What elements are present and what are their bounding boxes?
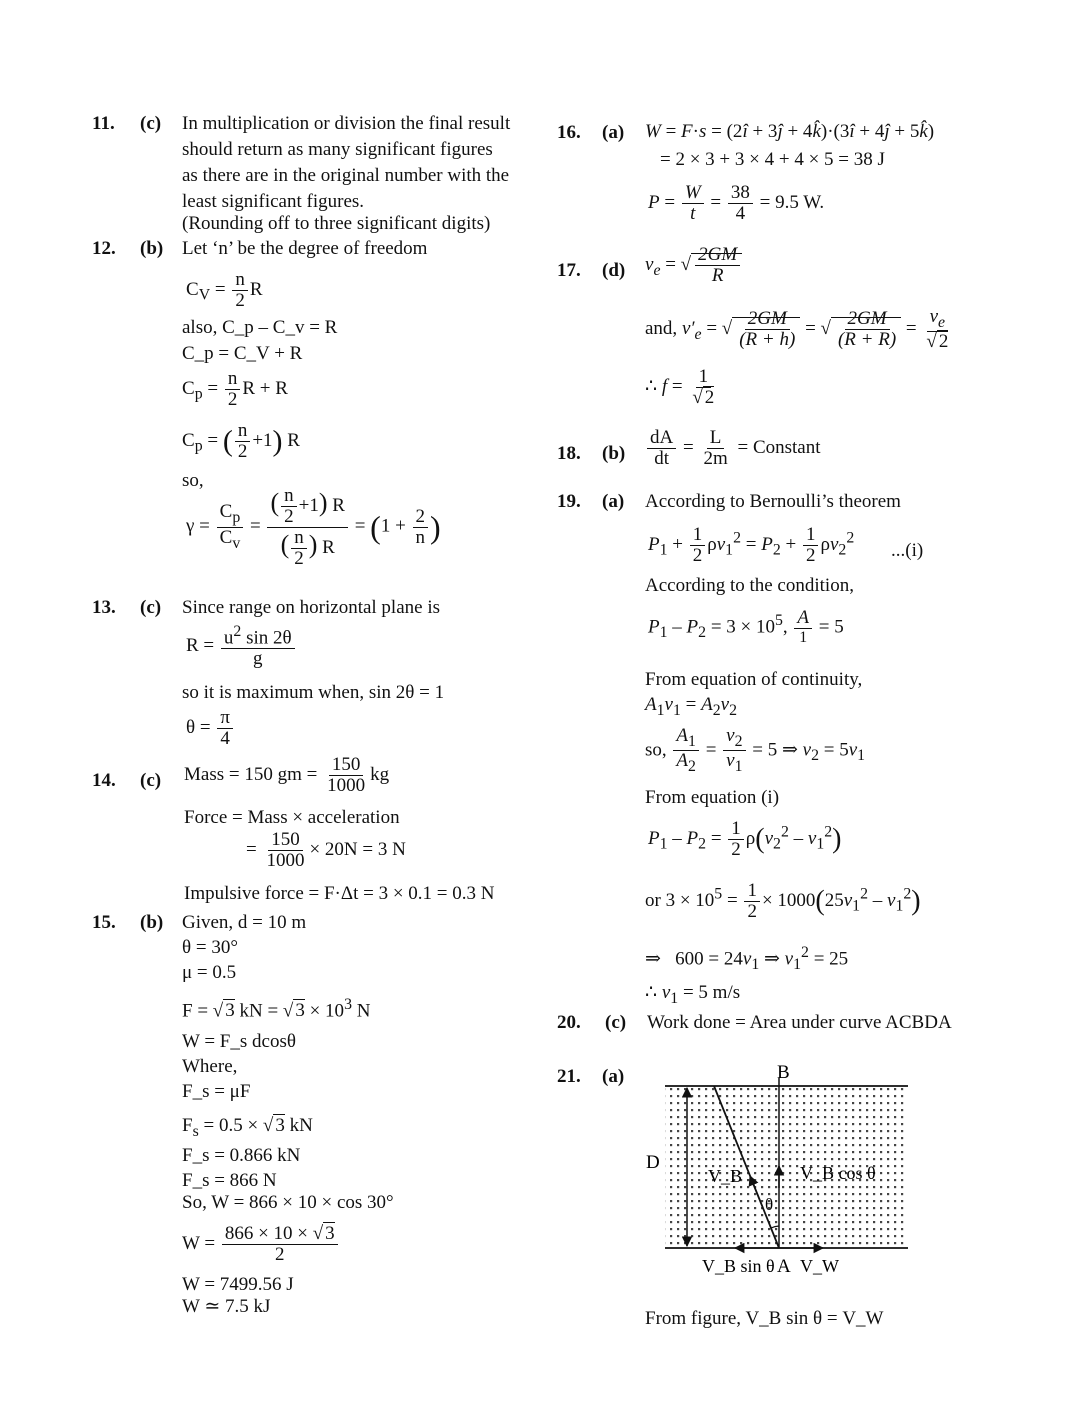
q16-power: P = $\frac{W}{t}$ = $\frac{38}{4}$ = 9.5 W.: [648, 182, 825, 224]
q14-option: (c): [140, 770, 162, 791]
q15-number: 15.: [92, 912, 116, 933]
q12-line-also: also, C_p – C_v = R: [182, 317, 338, 338]
q19-substitution: $P_1 - P_2$ = $\frac{1}{2}$ $\rho(v_2^2 - v_1^2)$: [648, 818, 842, 860]
q15-friction: F_s = μF: [182, 1081, 251, 1102]
q13-theta-equation: θ = $\frac{\pi}{4}$: [186, 708, 235, 749]
q19-result: ∴ $v_1 = 5$ m/s: [645, 982, 741, 1007]
q12-gamma-equation: γ = $\frac{C_p}{C_v}$ = ( $\frac{n}{2}$ +1) R ( $\frac{n}{2}$ ) R = (1 + $\frac{2}{n}$ ): [186, 485, 441, 569]
q20-option: (c): [605, 1012, 627, 1033]
q19-from-equation: From equation (i): [645, 787, 780, 808]
q14-impulse-line: Impulsive force = F·Δt = 3 × 0.1 = 0.3 N: [184, 883, 495, 904]
q13-intro: Since range on horizontal plane is: [182, 597, 441, 618]
q15-option: (b): [140, 912, 164, 933]
q15-work-result: W = 7499.56 J: [182, 1274, 294, 1295]
q12-cp-equation-2: $C_p$ = ( $\frac{n}{2}$ +1) R: [182, 420, 300, 462]
q17-escape-velocity: $v_e$ = √ $\frac{2GM}{R}$: [645, 245, 742, 286]
q12-number: 12.: [92, 238, 116, 259]
q16-work-result: = 2 × 3 + 3 × 4 + 4 × 5 = 38 J: [660, 149, 885, 170]
q12-line-so: so,: [182, 470, 204, 491]
q15-friction-kn: F_s = 0.866 kN: [182, 1145, 301, 1166]
q19-equation-tag: ...(i): [891, 540, 924, 561]
q19-velocity-ratio: so, $\frac{A_1}{A_2}$ = $\frac{v_2}{v_1}$ = 5 ⇒ $v_2 = 5v_1$: [645, 725, 866, 776]
q16-work-vector: W = F·s = (2î + 3ĵ + 4k̂)·(3î + 4ĵ + 5k̂): [645, 121, 935, 142]
q15-work-formula: W = F_s dcosθ: [182, 1031, 296, 1052]
q19-option: (a): [602, 491, 625, 512]
q15-force-equation: F = √ 3 kN = √ $3 \times 10^3$ N: [182, 996, 371, 1022]
label-a: A: [777, 1256, 791, 1277]
label-vbcos: V_B cos θ: [800, 1163, 876, 1183]
q19-numeric-substitution: or $3 \times 10^5$ = $\frac{1}{2}$ × $1000(25v_1^2 - v_1^2)$: [645, 880, 921, 922]
q18-option: (b): [602, 443, 626, 464]
q15-mu: μ = 0.5: [182, 962, 237, 983]
q16-number: 16.: [557, 122, 581, 143]
q15-so-work: So, W = 866 × 10 × cos 30°: [182, 1192, 394, 1213]
q11-line-3: as there are in the original number with the: [182, 165, 510, 186]
q19-simplification: ⇒ $600 = 24v_1$ ⇒ $v_1^2 = 25$: [645, 944, 849, 974]
label-vbsin: V_B sin θ: [702, 1256, 775, 1276]
q15-work-fraction: W = $\frac{866 \times 10 \times √ 3}{2}$: [182, 1224, 340, 1265]
q11-line-2: should return as many significant figures: [182, 139, 493, 160]
q18-areal-velocity: $\frac{dA}{dt}$ = $\frac{L}{2m}$ = Constant: [645, 428, 821, 469]
q11-line-4: least significant figures.: [182, 191, 365, 212]
q12-intro: Let ‘n’ be the degree of freedom: [182, 238, 428, 259]
label-theta: θ: [765, 1195, 774, 1214]
q12-cp-equation-1: $C_p$ = $\frac{n}{2}$ R + R: [182, 368, 288, 410]
q17-fraction: ∴ f = $\frac{1}{√ 2}$: [645, 366, 715, 408]
q19-intro: According to Bernoulli’s theorem: [645, 491, 901, 512]
q21-caption: From figure, V_B sin θ = V_W: [645, 1308, 884, 1329]
q15-given: Given, d = 10 m: [182, 912, 307, 933]
q20-text: Work done = Area under curve ACBDA: [647, 1012, 952, 1033]
q13-range-equation: R = $\frac{u^2 \sin 2\theta}{g}$: [186, 624, 297, 669]
q15-work-approx: W ≃ 7.5 kJ: [182, 1296, 271, 1317]
q14-mass-equation: Mass = 150 gm = $\frac{150}{1000}$ kg: [184, 754, 390, 796]
q12-option: (b): [140, 238, 164, 259]
q17-option: (d): [602, 260, 626, 281]
q19-continuity-equation: $A_1v_1 = A_2v_2$: [645, 694, 737, 719]
q20-number: 20.: [557, 1012, 581, 1033]
q16-option: (a): [602, 122, 625, 143]
q21-number: 21.: [557, 1066, 581, 1087]
q11-option: (c): [140, 113, 162, 134]
river-crossing-diagram: [640, 1058, 920, 1288]
q19-bernoulli-equation: $P_1$ + $\frac{1}{2}$ $\rho v_1^2 = P_2$ + $\frac{1}{2}$ $\rho v_2^2$: [648, 524, 855, 566]
q17-number: 17.: [557, 260, 581, 281]
q19-condition: According to the condition,: [645, 575, 854, 596]
q19-number: 19.: [557, 491, 581, 512]
label-vw: V_W: [800, 1256, 839, 1276]
q13-number: 13.: [92, 597, 116, 618]
q19-continuity: From equation of continuity,: [645, 669, 863, 690]
q14-number: 14.: [92, 770, 116, 791]
q11-number: 11.: [92, 113, 115, 134]
q19-pressure-difference: $P_1 - P_2 = 3 \times 10^5$, $\frac{A}{1}$ = 5: [648, 607, 844, 646]
label-b: B: [777, 1062, 790, 1083]
label-vb: V_B: [708, 1166, 743, 1186]
q21-option: (a): [602, 1066, 625, 1087]
q12-line-cp: C_p = C_V + R: [182, 343, 303, 364]
q13-line-max: so it is maximum when, sin 2θ = 1: [182, 682, 445, 703]
q15-theta: θ = 30°: [182, 937, 238, 958]
q15-friction-n: F_s = 866 N: [182, 1170, 277, 1191]
q11-line-1: In multiplication or division the final result: [182, 113, 511, 134]
q18-number: 18.: [557, 443, 581, 464]
q15-friction-value: $F_s = 0.5$ × √ 3 kN: [182, 1115, 313, 1140]
q14-force-equation: = $\frac{150}{1000}$ × 20N = 3 N: [246, 829, 406, 871]
label-d: D: [646, 1152, 660, 1173]
q12-cv-equation: $C_V$ = $\frac{n}{2}$ R: [186, 269, 263, 311]
q14-force-line: Force = Mass × acceleration: [184, 807, 400, 828]
q17-new-velocity: and, $v'_e$ = √ $\frac{2GM}{(R + h)}$ = √ $\frac{2GM}{(R + R)}$ = $\frac{v_e}{√ 2}$: [645, 306, 949, 353]
q11-line-5: (Rounding off to three significant digits): [182, 213, 491, 234]
q15-where: Where,: [182, 1056, 238, 1077]
q13-option: (c): [140, 597, 162, 618]
